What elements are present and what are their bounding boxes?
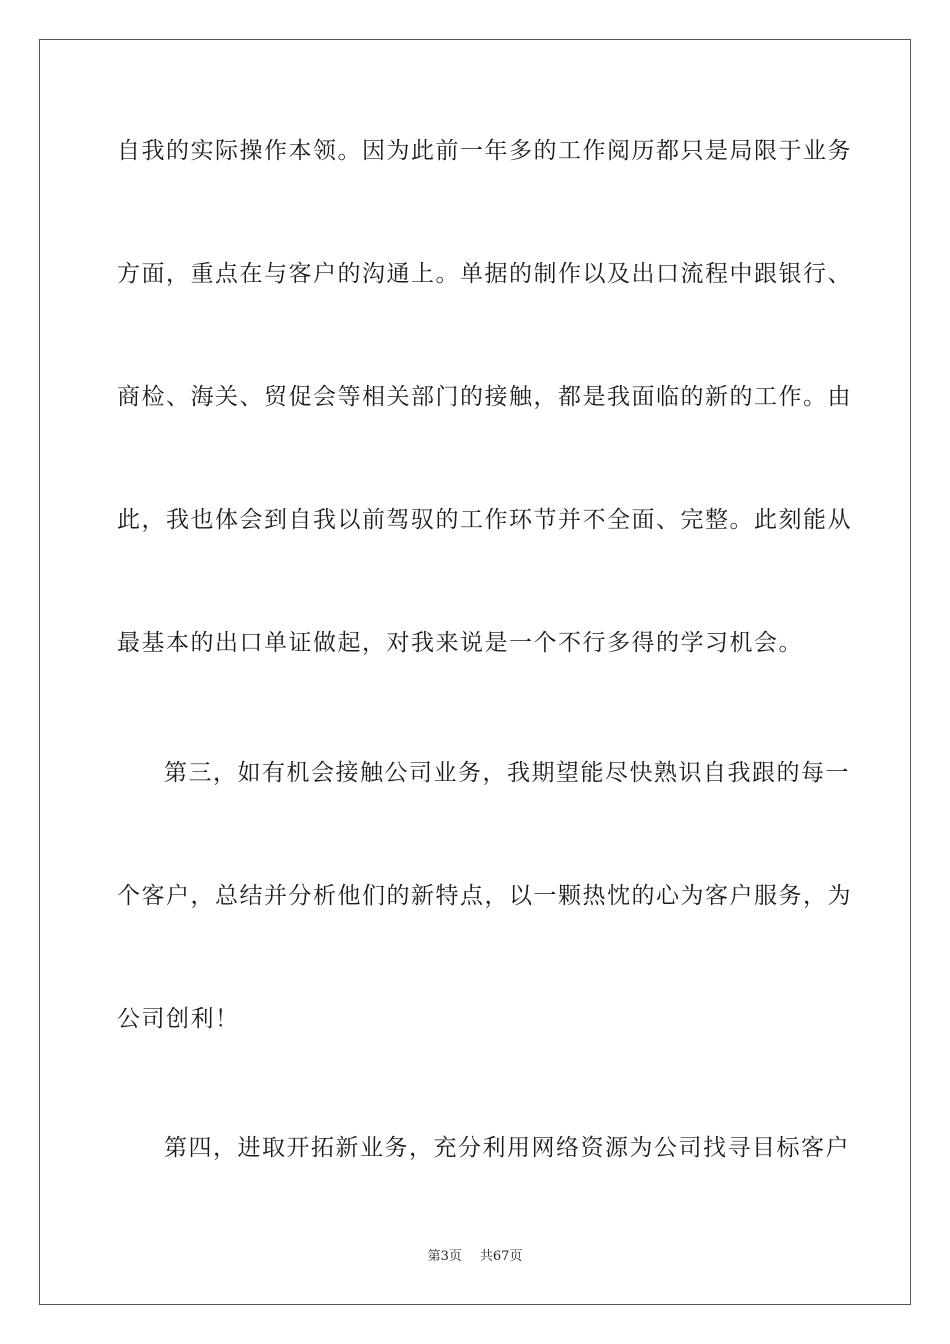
page-border (39, 39, 911, 1305)
paragraph-line: 第四，进取开拓新业务，充分利用网络资源为公司找寻目标客户 (164, 1135, 850, 1161)
paragraph-line: 公司创利！ (117, 1006, 240, 1032)
page-total: 共67页 (479, 1249, 523, 1264)
paragraph-line: 此，我也体会到自我以前驾驭的工作环节并不全面、完整。此刻能从 (117, 507, 852, 533)
paragraph-line: 方面，重点在与客户的沟通上。单据的制作以及出口流程中跟银行、 (117, 261, 852, 287)
paragraph-line: 商检、海关、贸促会等相关部门的接触，都是我面临的新的工作。由 (117, 384, 852, 410)
paragraph-line: 个客户，总结并分析他们的新特点，以一颗热忱的心为客户服务，为 (117, 883, 852, 909)
paragraph-line: 自我的实际操作本领。因为此前一年多的工作阅历都只是局限于业务 (117, 138, 852, 164)
page-number: 第3页 (427, 1249, 462, 1264)
paragraph-line: 最基本的出口单证做起，对我来说是一个不行多得的学习机会。 (117, 630, 803, 656)
page-footer (0, 1247, 950, 1267)
paragraph-line: 第三，如有机会接触公司业务，我期望能尽快熟识自我跟的每一 (164, 760, 850, 786)
